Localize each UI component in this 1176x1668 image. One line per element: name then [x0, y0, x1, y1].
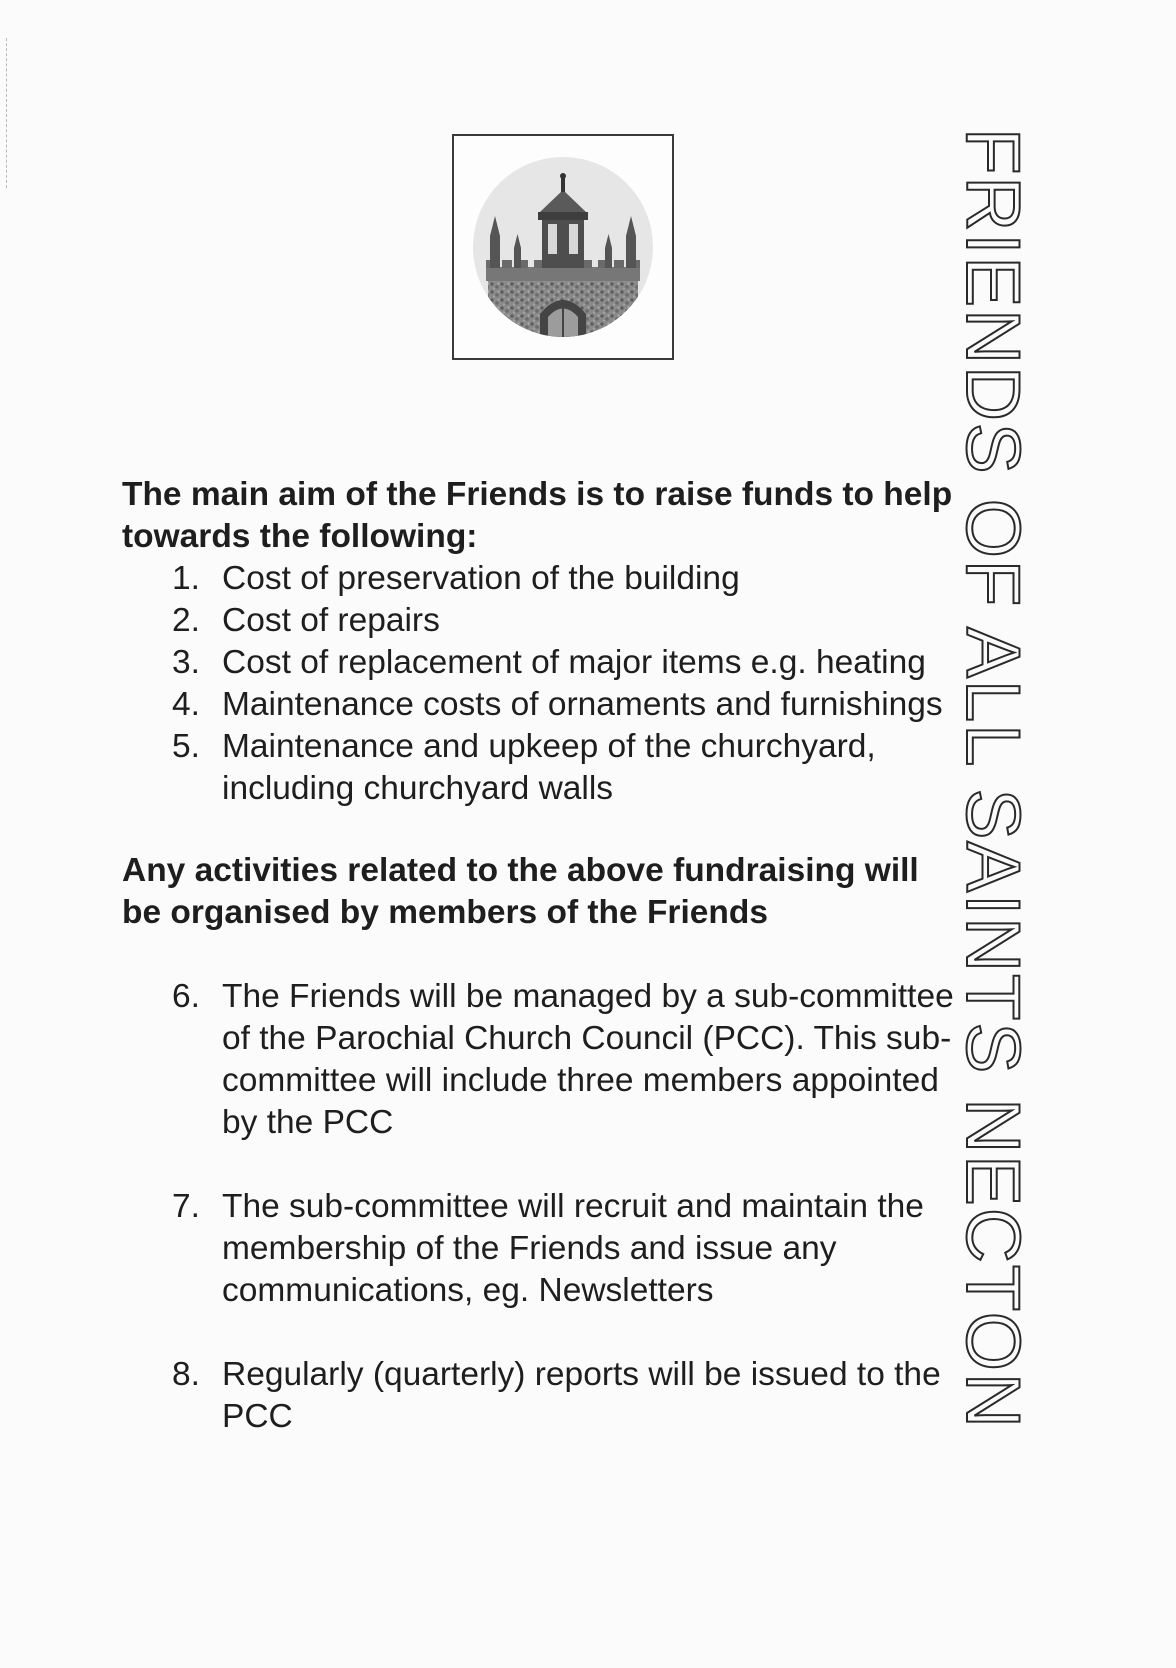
list-item: 1. Cost of preservation of the building	[172, 560, 740, 597]
list-item: 3. Cost of replacement of major items e.g. heating	[172, 644, 926, 681]
side-title: FRIENDS OF ALL SAINTS NECTON	[950, 128, 1035, 1430]
activities-statement: Any activities related to the above fundraising will be organised by members of the Friends	[122, 852, 919, 931]
rules-list	[122, 976, 962, 1438]
list-item: 4. Maintenance costs of ornaments and furnishings	[172, 686, 943, 723]
list-item: 5. Maintenance and upkeep of the churchyard, including churchyard walls	[172, 728, 876, 807]
page-edge-mark	[6, 38, 7, 188]
church-tower-icon	[470, 154, 656, 340]
aims-list	[122, 558, 962, 810]
list-item: 8. Regularly (quarterly) reports will be issued to the PCC	[172, 1356, 941, 1435]
intro-statement: The main aim of the Friends is to raise funds to help towards the following:	[122, 476, 953, 555]
document-body	[122, 474, 962, 1438]
church-tower-logo	[452, 134, 674, 360]
list-item: 2. Cost of repairs	[172, 602, 440, 639]
list-item: 6. The Friends will be managed by a sub-committee of the Parochial Church Council (PCC). This sub-committee will include three members appointed by the PCC	[172, 978, 954, 1141]
list-item: 7. The sub-committee will recruit and maintain the membership of the Friends and issue any communications, eg. Newsletters	[172, 1188, 924, 1309]
